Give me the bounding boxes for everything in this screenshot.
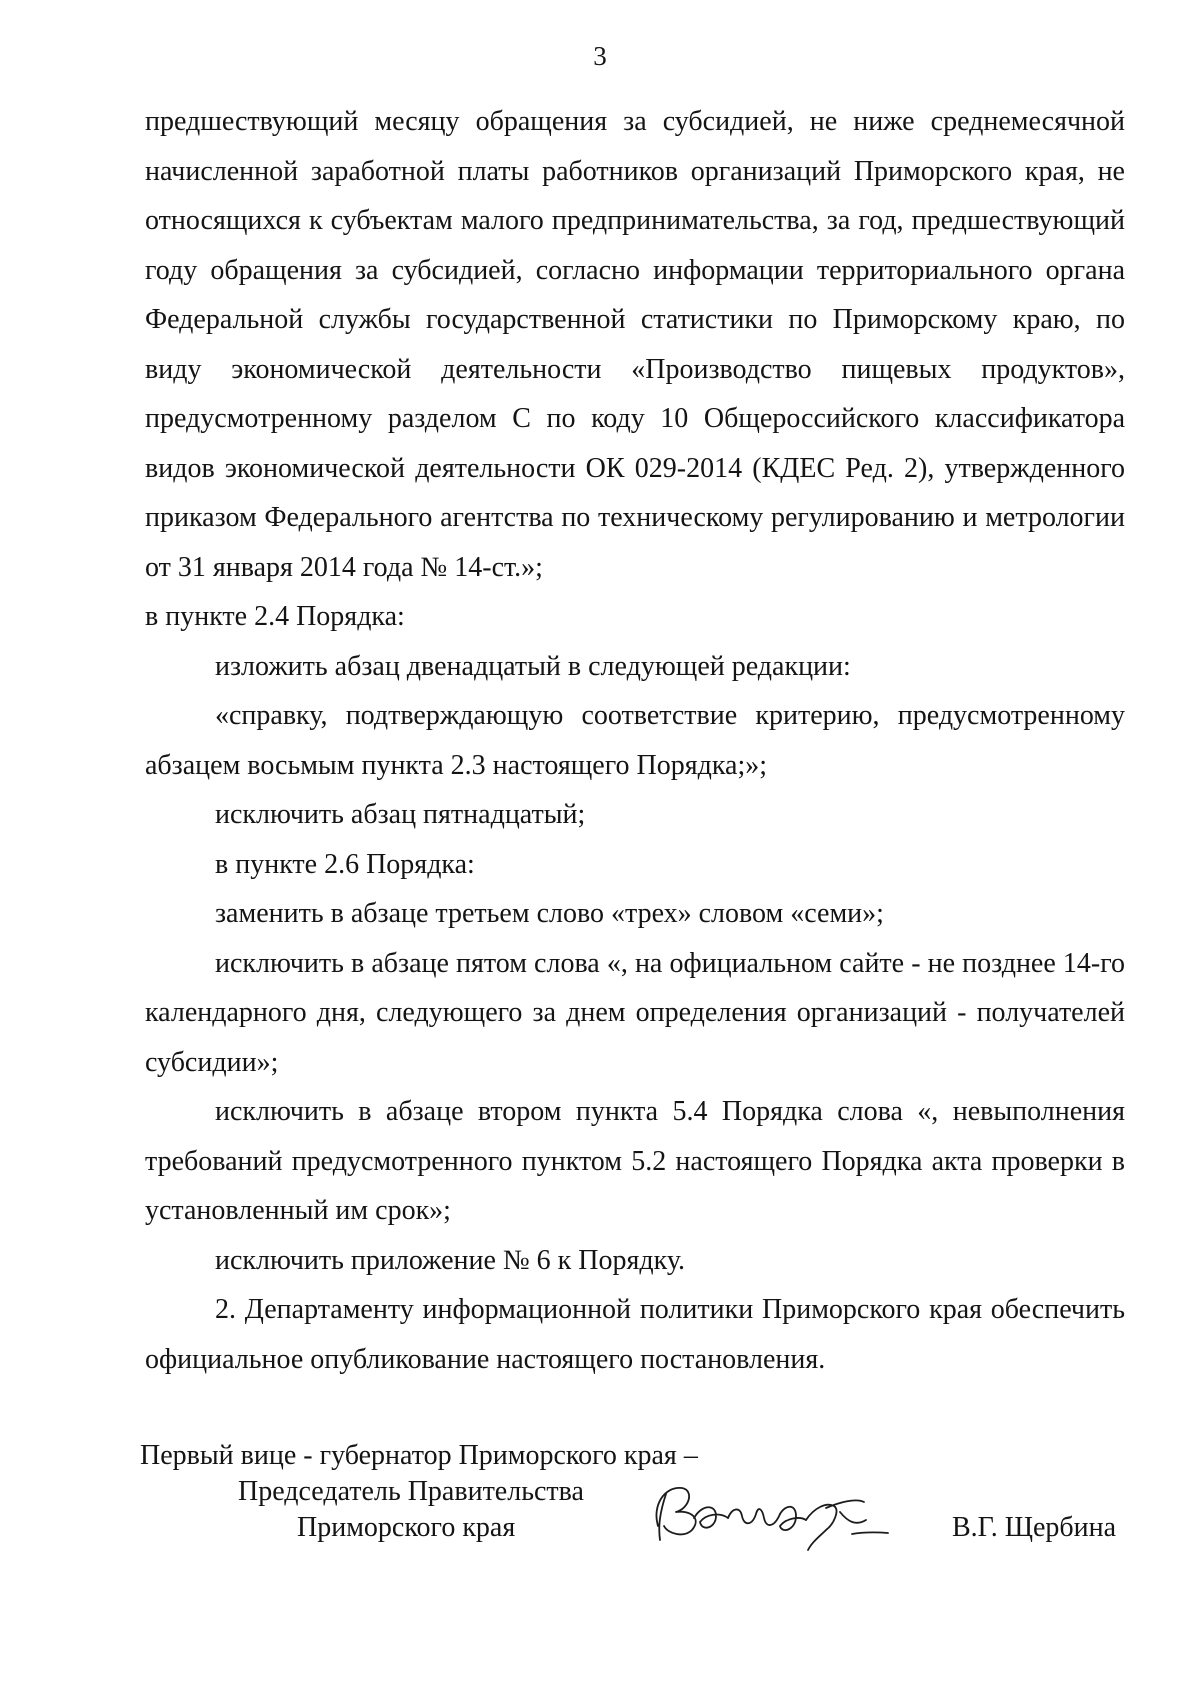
paragraph-point-2-4: в пункте 2.4 Порядка: [145,601,405,632]
paragraph-income-criterion: предшествующий месяцу обращения за субсидией, не ниже среднемесячной начисленной заработной платы работников организаций Приморского края, не относящихся к субъектам малого предпринимательства, за год, предшествующий году обращения за субсидией, согласно информации территориального органа Федеральной службы государственной статистики по Приморскому краю, по виду экономической деятельности «Производство пищевых продуктов», предусмотренному разделом С по коду 10 Общероссийского классификатора видов экономической деятельности ОК 029-2014 (КДЕС Ред. 2), утвержденного приказом Федерального агентства по техническому регулированию и метрологии от 31 января 2014 года № 14-ст.»; [145,106,1125,583]
paragraph-publication: 2. Департаменту информационной политики Приморского края обеспечить официальное опубликование настоящего постановления. [145,1294,1125,1375]
paragraph-exclude-fifteenth: исключить абзац пятнадцатый; [215,799,586,830]
paragraph-twelfth-abzac: изложить абзац двенадцатый в следующей редакции: [215,650,851,682]
paragraph-certificate: «справку, подтверждающую соответствие критерию, предусмотренному абзацем восьмым пункта 2.3 настоящего Порядка;»; [145,700,1125,781]
paragraph-exclude-appendix: исключить приложение № 6 к Порядку. [215,1244,686,1276]
paragraph-point-2-6: в пункте 2.6 Порядка: [215,848,475,880]
signer-title-line-3: Приморского края [297,1512,516,1543]
signer-title-line-2: Председатель Правительства [238,1476,584,1507]
signer-title-line-1: Первый вице - губернатор Приморского края – [140,1440,698,1471]
handwritten-signature [630,1468,890,1558]
paragraph-exclude-fifth: исключить в абзаце пятом слова «, на официальном сайте - не позднее 14-го календарного дня, следующего за днем определения организаций - получателей субсидии»; [145,947,1125,1078]
signature-block [140,1438,1140,1568]
paragraph-replace-word: заменить в абзаце третьем слово «трех» словом «семи»; [215,898,884,929]
paragraph-point-5-4: исключить в абзаце втором пункта 5.4 Порядка слова «, невыполнения требований предусмотренного пунктом 5.2 настоящего Порядка акта проверки в установленный им срок»; [145,1096,1125,1226]
signer-name: В.Г. Щербина [952,1512,1117,1543]
document-body [145,97,1125,1384]
page-number: 3 [593,41,607,71]
